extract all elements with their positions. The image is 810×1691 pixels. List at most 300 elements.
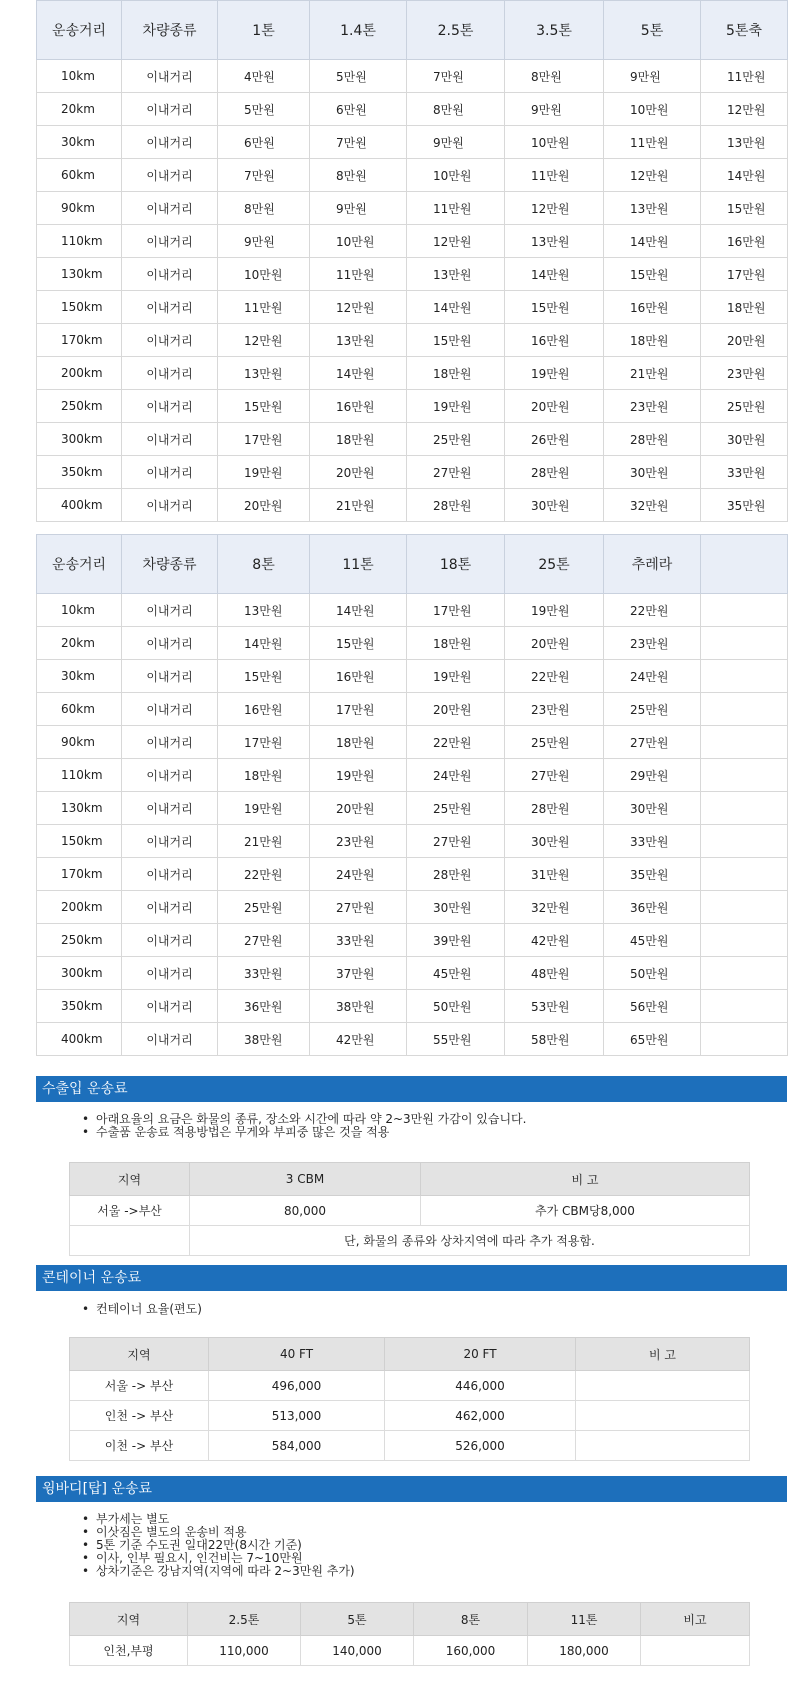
wingbody-row xyxy=(70,1636,750,1666)
price-cell: 19만원 xyxy=(407,660,505,693)
price-cell: 27만원 xyxy=(310,891,407,924)
price-cell: 19만원 xyxy=(218,792,310,825)
wingbody-header xyxy=(70,1603,750,1636)
vehicle-type-cell: 이내거리 xyxy=(122,759,218,792)
distance-cell: 150km xyxy=(37,825,122,858)
price-cell: 31만원 xyxy=(505,858,604,891)
table-row xyxy=(37,759,788,792)
container-section-title: 콘테이너 운송료 xyxy=(36,1265,787,1291)
vehicle-type-cell: 이내거리 xyxy=(122,924,218,957)
container-cell xyxy=(576,1401,750,1431)
price-cell: 24만원 xyxy=(407,759,505,792)
container-cell: 462,000 xyxy=(385,1401,576,1431)
price-cell: 38만원 xyxy=(218,1023,310,1056)
distance-cell: 20km xyxy=(37,627,122,660)
price-cell: 16만원 xyxy=(310,390,407,423)
vehicle-type-cell: 이내거리 xyxy=(122,825,218,858)
distance-cell: 130km xyxy=(37,792,122,825)
price-cell: 22만원 xyxy=(505,660,604,693)
container-cell: 인천 -> 부산 xyxy=(70,1401,209,1431)
table-row xyxy=(37,825,788,858)
price-cell: 24만원 xyxy=(310,858,407,891)
price-cell: 11만원 xyxy=(310,258,407,291)
container-cell: 496,000 xyxy=(209,1371,385,1401)
price-cell: 14만원 xyxy=(310,357,407,390)
export-header-3cbm: 3 CBM xyxy=(190,1163,421,1196)
price-cell: 19만원 xyxy=(407,390,505,423)
price-cell: 17만원 xyxy=(310,693,407,726)
vehicle-type-cell: 이내거리 xyxy=(122,258,218,291)
wingbody-col-header: 비고 xyxy=(641,1603,750,1636)
price-cell: 10만원 xyxy=(604,93,701,126)
rate-table_2-col-header: 18톤 xyxy=(407,535,505,594)
price-cell: 50만원 xyxy=(604,957,701,990)
wingbody-col-header: 8톤 xyxy=(414,1603,528,1636)
vehicle-type-cell: 이내거리 xyxy=(122,126,218,159)
vehicle-type-cell: 이내거리 xyxy=(122,489,218,522)
table-row xyxy=(37,594,788,627)
vehicle-type-cell: 이내거리 xyxy=(122,225,218,258)
wingbody-notes xyxy=(82,1513,355,1578)
price-cell: 13만원 xyxy=(407,258,505,291)
price-cell: 17만원 xyxy=(407,594,505,627)
vehicle-type-cell: 이내거리 xyxy=(122,957,218,990)
price-cell: 32만원 xyxy=(505,891,604,924)
price-cell: 13만원 xyxy=(218,357,310,390)
price-cell: 20만원 xyxy=(310,456,407,489)
price-cell: 29만원 xyxy=(604,759,701,792)
price-cell: 25만원 xyxy=(407,792,505,825)
price-cell: 8만원 xyxy=(407,93,505,126)
table-row xyxy=(37,924,788,957)
price-cell: 17만원 xyxy=(701,258,788,291)
vehicle-type-cell: 이내거리 xyxy=(122,858,218,891)
price-cell: 16만원 xyxy=(701,225,788,258)
export-header-region: 지역 xyxy=(70,1163,190,1196)
rate-table_1-col-header: 3.5톤 xyxy=(505,1,604,60)
distance-cell: 60km xyxy=(37,693,122,726)
distance-cell: 300km xyxy=(37,957,122,990)
wingbody-section-title: 윙바디[탑] 운송료 xyxy=(36,1476,787,1502)
price-cell: 15만원 xyxy=(218,390,310,423)
price-cell: 27만원 xyxy=(407,456,505,489)
wingbody-cell: 110,000 xyxy=(188,1636,301,1666)
distance-cell: 300km xyxy=(37,423,122,456)
price-cell: 12만원 xyxy=(505,192,604,225)
price-cell: 23만원 xyxy=(604,627,701,660)
price-cell: 9만원 xyxy=(604,60,701,93)
price-cell: 18만원 xyxy=(701,291,788,324)
table-row xyxy=(37,726,788,759)
price-cell: 12만원 xyxy=(310,291,407,324)
price-cell: 14만원 xyxy=(604,225,701,258)
rate-table_1-col-header: 운송거리 xyxy=(37,1,122,60)
price-cell: 18만원 xyxy=(218,759,310,792)
table-row xyxy=(37,225,788,258)
table-row xyxy=(37,423,788,456)
price-cell: 23만원 xyxy=(604,390,701,423)
rate-table_2-col-header: 25톤 xyxy=(505,535,604,594)
export-notes xyxy=(82,1113,526,1139)
vehicle-type-cell: 이내거리 xyxy=(122,423,218,456)
price-cell xyxy=(701,957,788,990)
table-row xyxy=(70,1371,750,1401)
export-table xyxy=(69,1162,750,1256)
price-cell: 42만원 xyxy=(505,924,604,957)
distance-cell: 110km xyxy=(37,759,122,792)
price-cell: 12만원 xyxy=(218,324,310,357)
container-notes xyxy=(82,1303,202,1316)
price-cell: 14만원 xyxy=(505,258,604,291)
table-row xyxy=(37,858,788,891)
price-cell xyxy=(701,990,788,1023)
price-cell: 16만원 xyxy=(310,660,407,693)
price-cell xyxy=(701,858,788,891)
price-cell: 42만원 xyxy=(310,1023,407,1056)
price-cell: 20만원 xyxy=(505,390,604,423)
price-cell xyxy=(701,660,788,693)
price-cell: 4만원 xyxy=(218,60,310,93)
price-cell: 21만원 xyxy=(310,489,407,522)
container-cell: 584,000 xyxy=(209,1431,385,1461)
distance-cell: 200km xyxy=(37,357,122,390)
vehicle-type-cell: 이내거리 xyxy=(122,693,218,726)
price-cell: 5만원 xyxy=(310,60,407,93)
price-cell: 13만원 xyxy=(701,126,788,159)
price-cell: 20만원 xyxy=(407,693,505,726)
rate-table-1-header xyxy=(37,1,788,60)
table-row xyxy=(37,456,788,489)
wingbody-cell: 180,000 xyxy=(528,1636,641,1666)
table-row xyxy=(37,792,788,825)
price-cell: 20만원 xyxy=(505,627,604,660)
rate-table-2-body xyxy=(37,594,788,1056)
vehicle-type-cell: 이내거리 xyxy=(122,390,218,423)
distance-cell: 90km xyxy=(37,726,122,759)
vehicle-type-cell: 이내거리 xyxy=(122,660,218,693)
price-cell xyxy=(701,924,788,957)
wingbody-col-header: 5톤 xyxy=(301,1603,414,1636)
rate-table_2-col-header: 11톤 xyxy=(310,535,407,594)
price-cell: 15만원 xyxy=(701,192,788,225)
price-cell: 45만원 xyxy=(604,924,701,957)
price-cell: 48만원 xyxy=(505,957,604,990)
price-cell: 37만원 xyxy=(310,957,407,990)
price-cell: 9만원 xyxy=(505,93,604,126)
container-body xyxy=(70,1371,750,1461)
price-cell: 9만원 xyxy=(407,126,505,159)
vehicle-type-cell: 이내거리 xyxy=(122,990,218,1023)
price-cell: 38만원 xyxy=(310,990,407,1023)
price-cell: 30만원 xyxy=(505,825,604,858)
price-cell: 30만원 xyxy=(505,489,604,522)
vehicle-type-cell: 이내거리 xyxy=(122,60,218,93)
distance-cell: 170km xyxy=(37,858,122,891)
vehicle-type-cell: 이내거리 xyxy=(122,159,218,192)
table-row xyxy=(37,258,788,291)
rate-table-1 xyxy=(36,0,788,522)
export-cell-note: 추가 CBM당8,000 xyxy=(421,1196,750,1226)
price-cell: 35만원 xyxy=(701,489,788,522)
distance-cell: 10km xyxy=(37,60,122,93)
wingbody-cell xyxy=(641,1636,750,1666)
wingbody-note: • 부가세는 별도 xyxy=(82,1513,355,1526)
vehicle-type-cell: 이내거리 xyxy=(122,726,218,759)
price-cell: 12만원 xyxy=(701,93,788,126)
export-footnote: 단, 화물의 종류와 상차지역에 따라 추가 적용함. xyxy=(190,1226,750,1256)
price-cell: 22만원 xyxy=(407,726,505,759)
table-row xyxy=(37,291,788,324)
price-cell: 30만원 xyxy=(407,891,505,924)
table-row xyxy=(37,192,788,225)
rate-table_2-col-header: 차량종류 xyxy=(122,535,218,594)
price-cell: 25만원 xyxy=(604,693,701,726)
price-cell: 58만원 xyxy=(505,1023,604,1056)
price-cell xyxy=(701,825,788,858)
price-cell: 28만원 xyxy=(604,423,701,456)
price-cell: 45만원 xyxy=(407,957,505,990)
price-cell: 56만원 xyxy=(604,990,701,1023)
price-cell: 11만원 xyxy=(701,60,788,93)
container-cell: 446,000 xyxy=(385,1371,576,1401)
price-cell: 27만원 xyxy=(505,759,604,792)
price-cell: 14만원 xyxy=(407,291,505,324)
distance-cell: 60km xyxy=(37,159,122,192)
table-row xyxy=(37,93,788,126)
export-cell-empty xyxy=(70,1226,190,1256)
vehicle-type-cell: 이내거리 xyxy=(122,291,218,324)
price-cell xyxy=(701,891,788,924)
price-cell: 16만원 xyxy=(604,291,701,324)
distance-cell: 200km xyxy=(37,891,122,924)
container-cell: 서울 -> 부산 xyxy=(70,1371,209,1401)
price-cell: 11만원 xyxy=(218,291,310,324)
container-col-header: 20 FT xyxy=(385,1338,576,1371)
price-cell: 27만원 xyxy=(604,726,701,759)
container-table xyxy=(69,1337,750,1461)
price-cell: 14만원 xyxy=(310,594,407,627)
price-cell: 15만원 xyxy=(407,324,505,357)
container-cell xyxy=(576,1431,750,1461)
price-cell: 14만원 xyxy=(218,627,310,660)
container-cell xyxy=(576,1371,750,1401)
distance-cell: 170km xyxy=(37,324,122,357)
price-cell xyxy=(701,627,788,660)
price-cell: 18만원 xyxy=(407,357,505,390)
distance-cell: 150km xyxy=(37,291,122,324)
price-cell: 15만원 xyxy=(218,660,310,693)
container-note: • 컨테이너 요율(편도) xyxy=(82,1303,202,1316)
rate-table-2 xyxy=(36,534,788,1056)
table-row xyxy=(37,891,788,924)
price-cell: 28만원 xyxy=(407,858,505,891)
price-cell: 10만원 xyxy=(310,225,407,258)
price-cell: 13만원 xyxy=(310,324,407,357)
price-cell: 27만원 xyxy=(407,825,505,858)
price-cell: 25만원 xyxy=(505,726,604,759)
table-row xyxy=(37,60,788,93)
vehicle-type-cell: 이내거리 xyxy=(122,357,218,390)
price-cell: 11만원 xyxy=(407,192,505,225)
price-cell: 23만원 xyxy=(310,825,407,858)
price-cell: 19만원 xyxy=(505,594,604,627)
container-cell: 이천 -> 부산 xyxy=(70,1431,209,1461)
rate-table_1-col-header: 5톤 xyxy=(604,1,701,60)
distance-cell: 130km xyxy=(37,258,122,291)
rate-table_1-col-header: 5톤축 xyxy=(701,1,788,60)
price-cell: 12만원 xyxy=(604,159,701,192)
table-row xyxy=(37,957,788,990)
vehicle-type-cell: 이내거리 xyxy=(122,792,218,825)
price-cell: 19만원 xyxy=(310,759,407,792)
distance-cell: 30km xyxy=(37,126,122,159)
price-cell: 16만원 xyxy=(218,693,310,726)
price-cell: 53만원 xyxy=(505,990,604,1023)
price-cell xyxy=(701,693,788,726)
price-cell: 24만원 xyxy=(604,660,701,693)
price-cell: 28만원 xyxy=(505,792,604,825)
price-cell: 17만원 xyxy=(218,726,310,759)
price-cell: 36만원 xyxy=(604,891,701,924)
price-cell: 55만원 xyxy=(407,1023,505,1056)
table-row xyxy=(70,1431,750,1461)
price-cell: 36만원 xyxy=(218,990,310,1023)
container-col-header: 40 FT xyxy=(209,1338,385,1371)
price-cell: 20만원 xyxy=(310,792,407,825)
price-cell: 14만원 xyxy=(701,159,788,192)
container-col-header: 지역 xyxy=(70,1338,209,1371)
price-cell: 23만원 xyxy=(505,693,604,726)
price-cell: 18만원 xyxy=(604,324,701,357)
wingbody-note: • 이삿짐은 별도의 운송비 적용 xyxy=(82,1526,355,1539)
container-col-header: 비 고 xyxy=(576,1338,750,1371)
price-cell: 25만원 xyxy=(218,891,310,924)
distance-cell: 250km xyxy=(37,924,122,957)
price-cell: 30만원 xyxy=(604,456,701,489)
price-cell: 10만원 xyxy=(407,159,505,192)
price-cell: 50만원 xyxy=(407,990,505,1023)
price-cell: 30만원 xyxy=(701,423,788,456)
price-cell: 11만원 xyxy=(505,159,604,192)
rate-table_2-col-header: 8톤 xyxy=(218,535,310,594)
distance-cell: 250km xyxy=(37,390,122,423)
distance-cell: 90km xyxy=(37,192,122,225)
price-cell xyxy=(701,759,788,792)
distance-cell: 10km xyxy=(37,594,122,627)
wingbody-col-header: 11톤 xyxy=(528,1603,641,1636)
price-cell: 15만원 xyxy=(604,258,701,291)
price-cell: 28만원 xyxy=(505,456,604,489)
price-cell: 9만원 xyxy=(310,192,407,225)
price-cell: 8만원 xyxy=(505,60,604,93)
container-cell: 513,000 xyxy=(209,1401,385,1431)
table-row xyxy=(37,693,788,726)
price-cell: 13만원 xyxy=(505,225,604,258)
distance-cell: 400km xyxy=(37,489,122,522)
distance-cell: 350km xyxy=(37,456,122,489)
vehicle-type-cell: 이내거리 xyxy=(122,891,218,924)
rate-table_1-col-header: 2.5톤 xyxy=(407,1,505,60)
price-cell: 27만원 xyxy=(218,924,310,957)
price-cell: 22만원 xyxy=(218,858,310,891)
price-cell: 17만원 xyxy=(218,423,310,456)
price-cell: 25만원 xyxy=(407,423,505,456)
price-cell: 7만원 xyxy=(218,159,310,192)
price-cell: 18만원 xyxy=(310,726,407,759)
wingbody-table xyxy=(69,1602,750,1666)
export-header-note: 비 고 xyxy=(421,1163,750,1196)
wingbody-cell: 140,000 xyxy=(301,1636,414,1666)
vehicle-type-cell: 이내거리 xyxy=(122,456,218,489)
price-cell: 21만원 xyxy=(218,825,310,858)
distance-cell: 400km xyxy=(37,1023,122,1056)
price-cell: 22만원 xyxy=(604,594,701,627)
table-row xyxy=(37,126,788,159)
price-cell: 19만원 xyxy=(218,456,310,489)
price-cell: 12만원 xyxy=(407,225,505,258)
price-cell: 21만원 xyxy=(604,357,701,390)
table-row xyxy=(37,390,788,423)
table-row xyxy=(37,627,788,660)
price-cell: 33만원 xyxy=(310,924,407,957)
price-cell: 5만원 xyxy=(218,93,310,126)
price-cell: 10만원 xyxy=(505,126,604,159)
container-cell: 526,000 xyxy=(385,1431,576,1461)
price-cell: 20만원 xyxy=(701,324,788,357)
vehicle-type-cell: 이내거리 xyxy=(122,93,218,126)
export-cell-region: 서울 ->부산 xyxy=(70,1196,190,1226)
price-cell: 26만원 xyxy=(505,423,604,456)
price-cell: 13만원 xyxy=(604,192,701,225)
table-row xyxy=(37,357,788,390)
rate-table-2-header xyxy=(37,535,788,594)
vehicle-type-cell: 이내거리 xyxy=(122,192,218,225)
price-cell xyxy=(701,1023,788,1056)
price-cell xyxy=(701,792,788,825)
distance-cell: 20km xyxy=(37,93,122,126)
table-row xyxy=(37,660,788,693)
price-cell: 18만원 xyxy=(310,423,407,456)
price-cell: 30만원 xyxy=(604,792,701,825)
price-cell xyxy=(701,726,788,759)
table-row xyxy=(37,159,788,192)
price-cell: 8만원 xyxy=(218,192,310,225)
export-cell-price: 80,000 xyxy=(190,1196,421,1226)
table-row xyxy=(37,990,788,1023)
vehicle-type-cell: 이내거리 xyxy=(122,324,218,357)
price-cell: 7만원 xyxy=(310,126,407,159)
price-cell: 15만원 xyxy=(310,627,407,660)
price-cell: 11만원 xyxy=(604,126,701,159)
vehicle-type-cell: 이내거리 xyxy=(122,1023,218,1056)
price-cell: 23만원 xyxy=(701,357,788,390)
container-header xyxy=(70,1338,750,1371)
price-cell: 32만원 xyxy=(604,489,701,522)
table-row xyxy=(37,489,788,522)
export-section-title: 수출입 운송료 xyxy=(36,1076,787,1102)
rate-table_2-col-header: 운송거리 xyxy=(37,535,122,594)
distance-cell: 350km xyxy=(37,990,122,1023)
vehicle-type-cell: 이내거리 xyxy=(122,627,218,660)
price-cell: 7만원 xyxy=(407,60,505,93)
price-cell: 18만원 xyxy=(407,627,505,660)
price-cell: 35만원 xyxy=(604,858,701,891)
price-cell: 33만원 xyxy=(218,957,310,990)
rate-table_1-col-header: 1톤 xyxy=(218,1,310,60)
price-cell: 25만원 xyxy=(701,390,788,423)
price-cell: 6만원 xyxy=(218,126,310,159)
distance-cell: 110km xyxy=(37,225,122,258)
